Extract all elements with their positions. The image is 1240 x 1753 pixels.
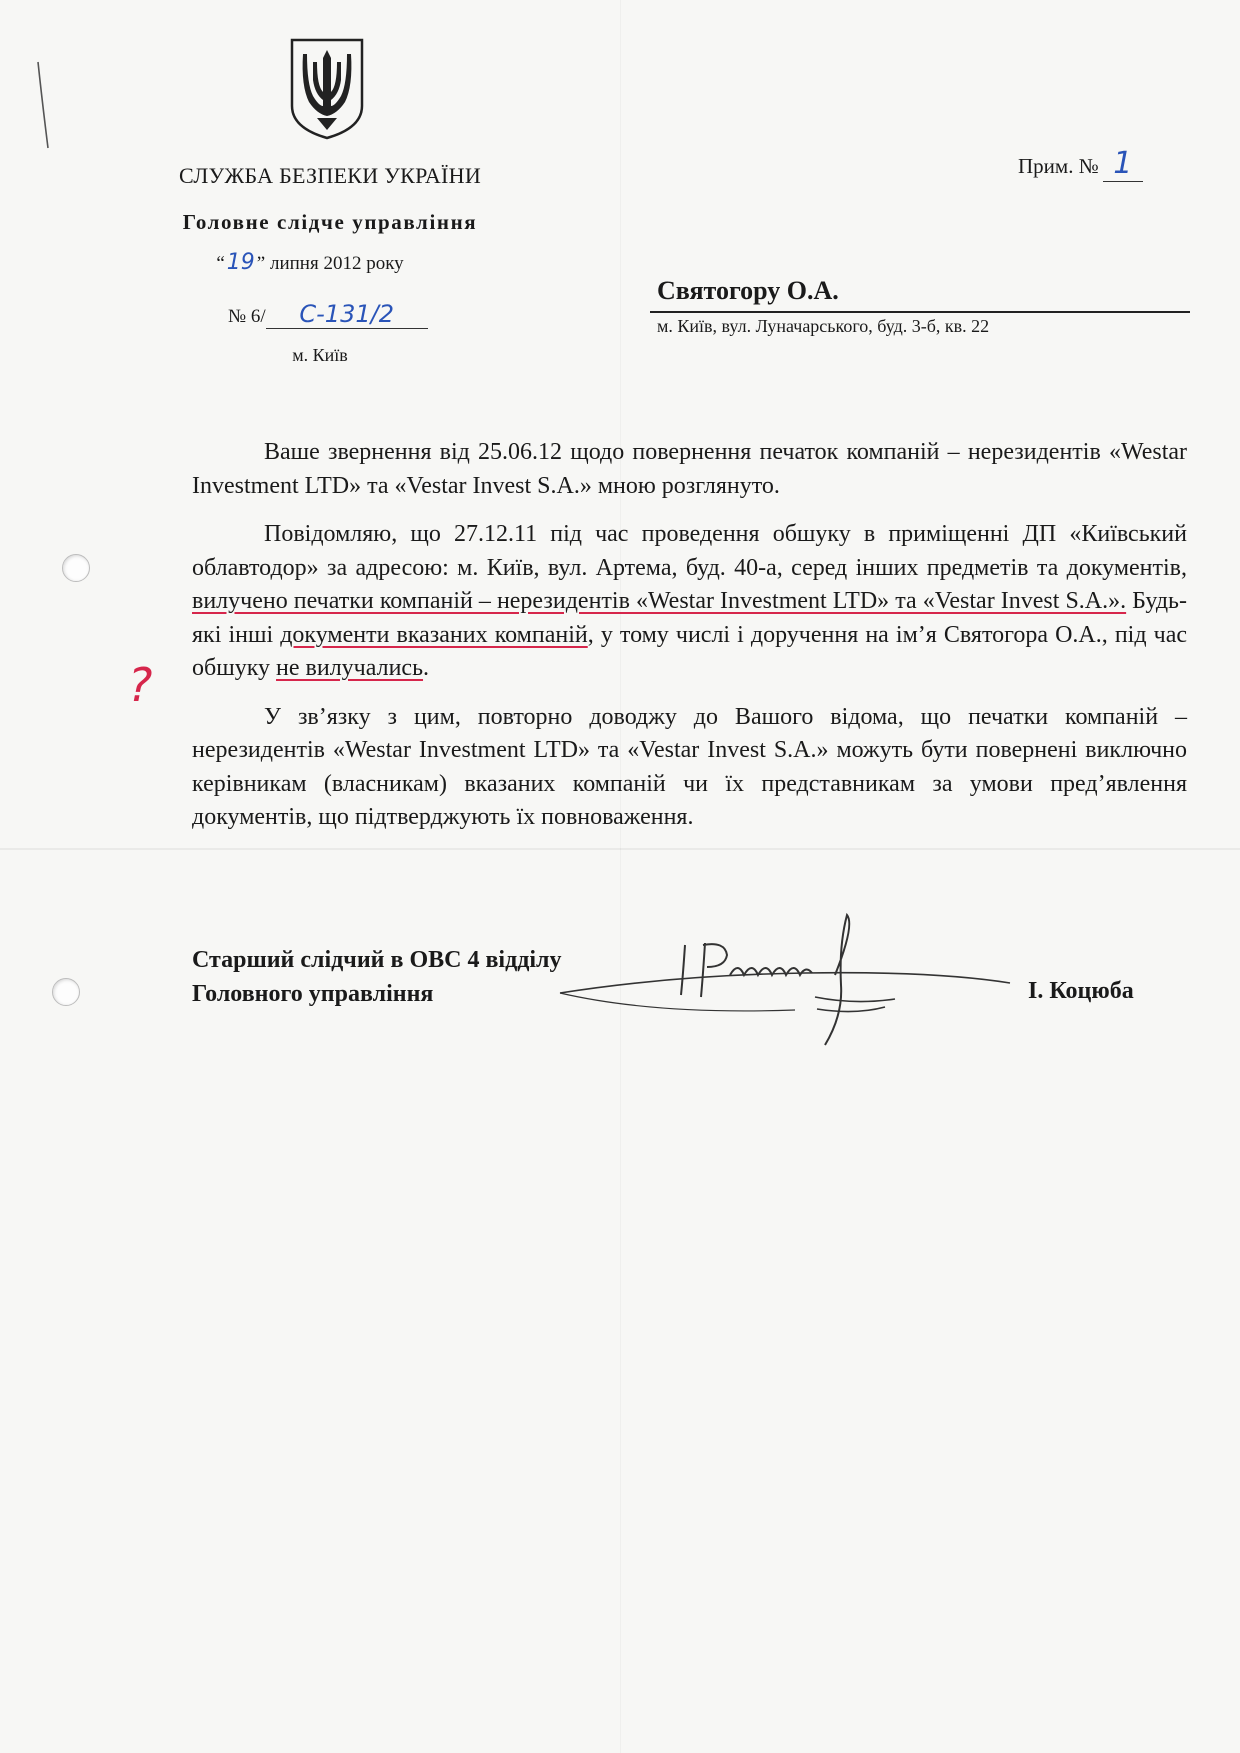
p2-text-c: Будь-які інші bbox=[192, 588, 1187, 648]
p2-text-g: . bbox=[423, 655, 430, 681]
reference-value-handwritten: 1 bbox=[1103, 146, 1143, 182]
signer-title-line-2: Головного управління bbox=[192, 981, 434, 1007]
body-paragraph-1: Ваше звернення від 25.06.12 щодо повернення печаток компаній – нерезидентів «Westar Investment LTD» та «Vestar Invest S.A.» мною розглянуто. bbox=[192, 439, 1187, 499]
date-day-handwritten: 19 bbox=[226, 250, 255, 275]
p2-text-a: Повідомляю, що 27.12.11 під час проведення обшуку в приміщенні ДП «Київський облавтодор» за адресою: м. Київ, вул. Артема, буд. 40-а, серед інших предметів та документів, bbox=[192, 521, 1187, 581]
margin-question-mark: ? bbox=[128, 658, 153, 712]
reference-number bbox=[1018, 146, 1143, 182]
city: м. Київ bbox=[292, 345, 348, 365]
recipient-divider bbox=[650, 311, 1190, 313]
margin-pen-stroke bbox=[34, 60, 54, 150]
punch-hole-top bbox=[62, 554, 90, 582]
number-handwritten: С-131/2 bbox=[266, 300, 428, 329]
p2-text-e: , у тому числі і доручення на ім’я Святогора О.А., під час обшуку bbox=[192, 621, 1188, 681]
handwritten-signature bbox=[555, 905, 1025, 1065]
signer-title-line-1: Старший слідчий в ОВС 4 відділу bbox=[192, 947, 562, 973]
date-month-year: липня 2012 року bbox=[269, 253, 404, 274]
date-open-quote: “ bbox=[216, 253, 225, 274]
signer-name: І. Коцюба bbox=[1028, 978, 1134, 1004]
recipient-address: м. Київ, вул. Луначарського, буд. 3-б, кв. 22 bbox=[657, 316, 990, 336]
letter-body bbox=[192, 436, 1187, 850]
outgoing-number bbox=[228, 300, 428, 329]
body-paragraph-2 bbox=[192, 518, 1187, 686]
p2-underlined-seized-seals: вилучено печатки компаній – нерезидентів «Westar Investment LTD» та «Vestar Invest S.A.». bbox=[192, 588, 1127, 614]
letter-date bbox=[150, 250, 470, 275]
paper-fold-line-vertical bbox=[620, 0, 621, 1753]
organization-name: СЛУЖБА БЕЗПЕКИ УКРАЇНИ bbox=[178, 163, 482, 188]
punch-hole-bottom bbox=[52, 978, 80, 1006]
date-close-quote: ” bbox=[256, 253, 266, 274]
p2-underlined-other-documents: документи вказаних компаній bbox=[280, 621, 588, 648]
body-paragraph-3: У зв’язку з цим, повторно доводжу до Вашого відома, що печатки компаній – нерезидентів «Westar Investment LTD» та «Vestar Invest S.A.» можуть бути повернені виключно керівникам (власникам) вказаних компаній чи їх представникам за умови пред’явлення документів, що підтверджують їх повноваження. bbox=[192, 703, 1187, 830]
p2-underlined-not-seized: не вилучались bbox=[276, 655, 424, 681]
recipient-name: Святогору О.А. bbox=[657, 276, 839, 305]
coat-of-arms-trident-icon bbox=[287, 36, 367, 141]
department-name: Головне слідче управління bbox=[182, 210, 478, 234]
signer-title bbox=[192, 943, 562, 1011]
reference-label: Прим. № bbox=[1018, 154, 1099, 178]
number-prefix: № 6/ bbox=[228, 306, 266, 327]
